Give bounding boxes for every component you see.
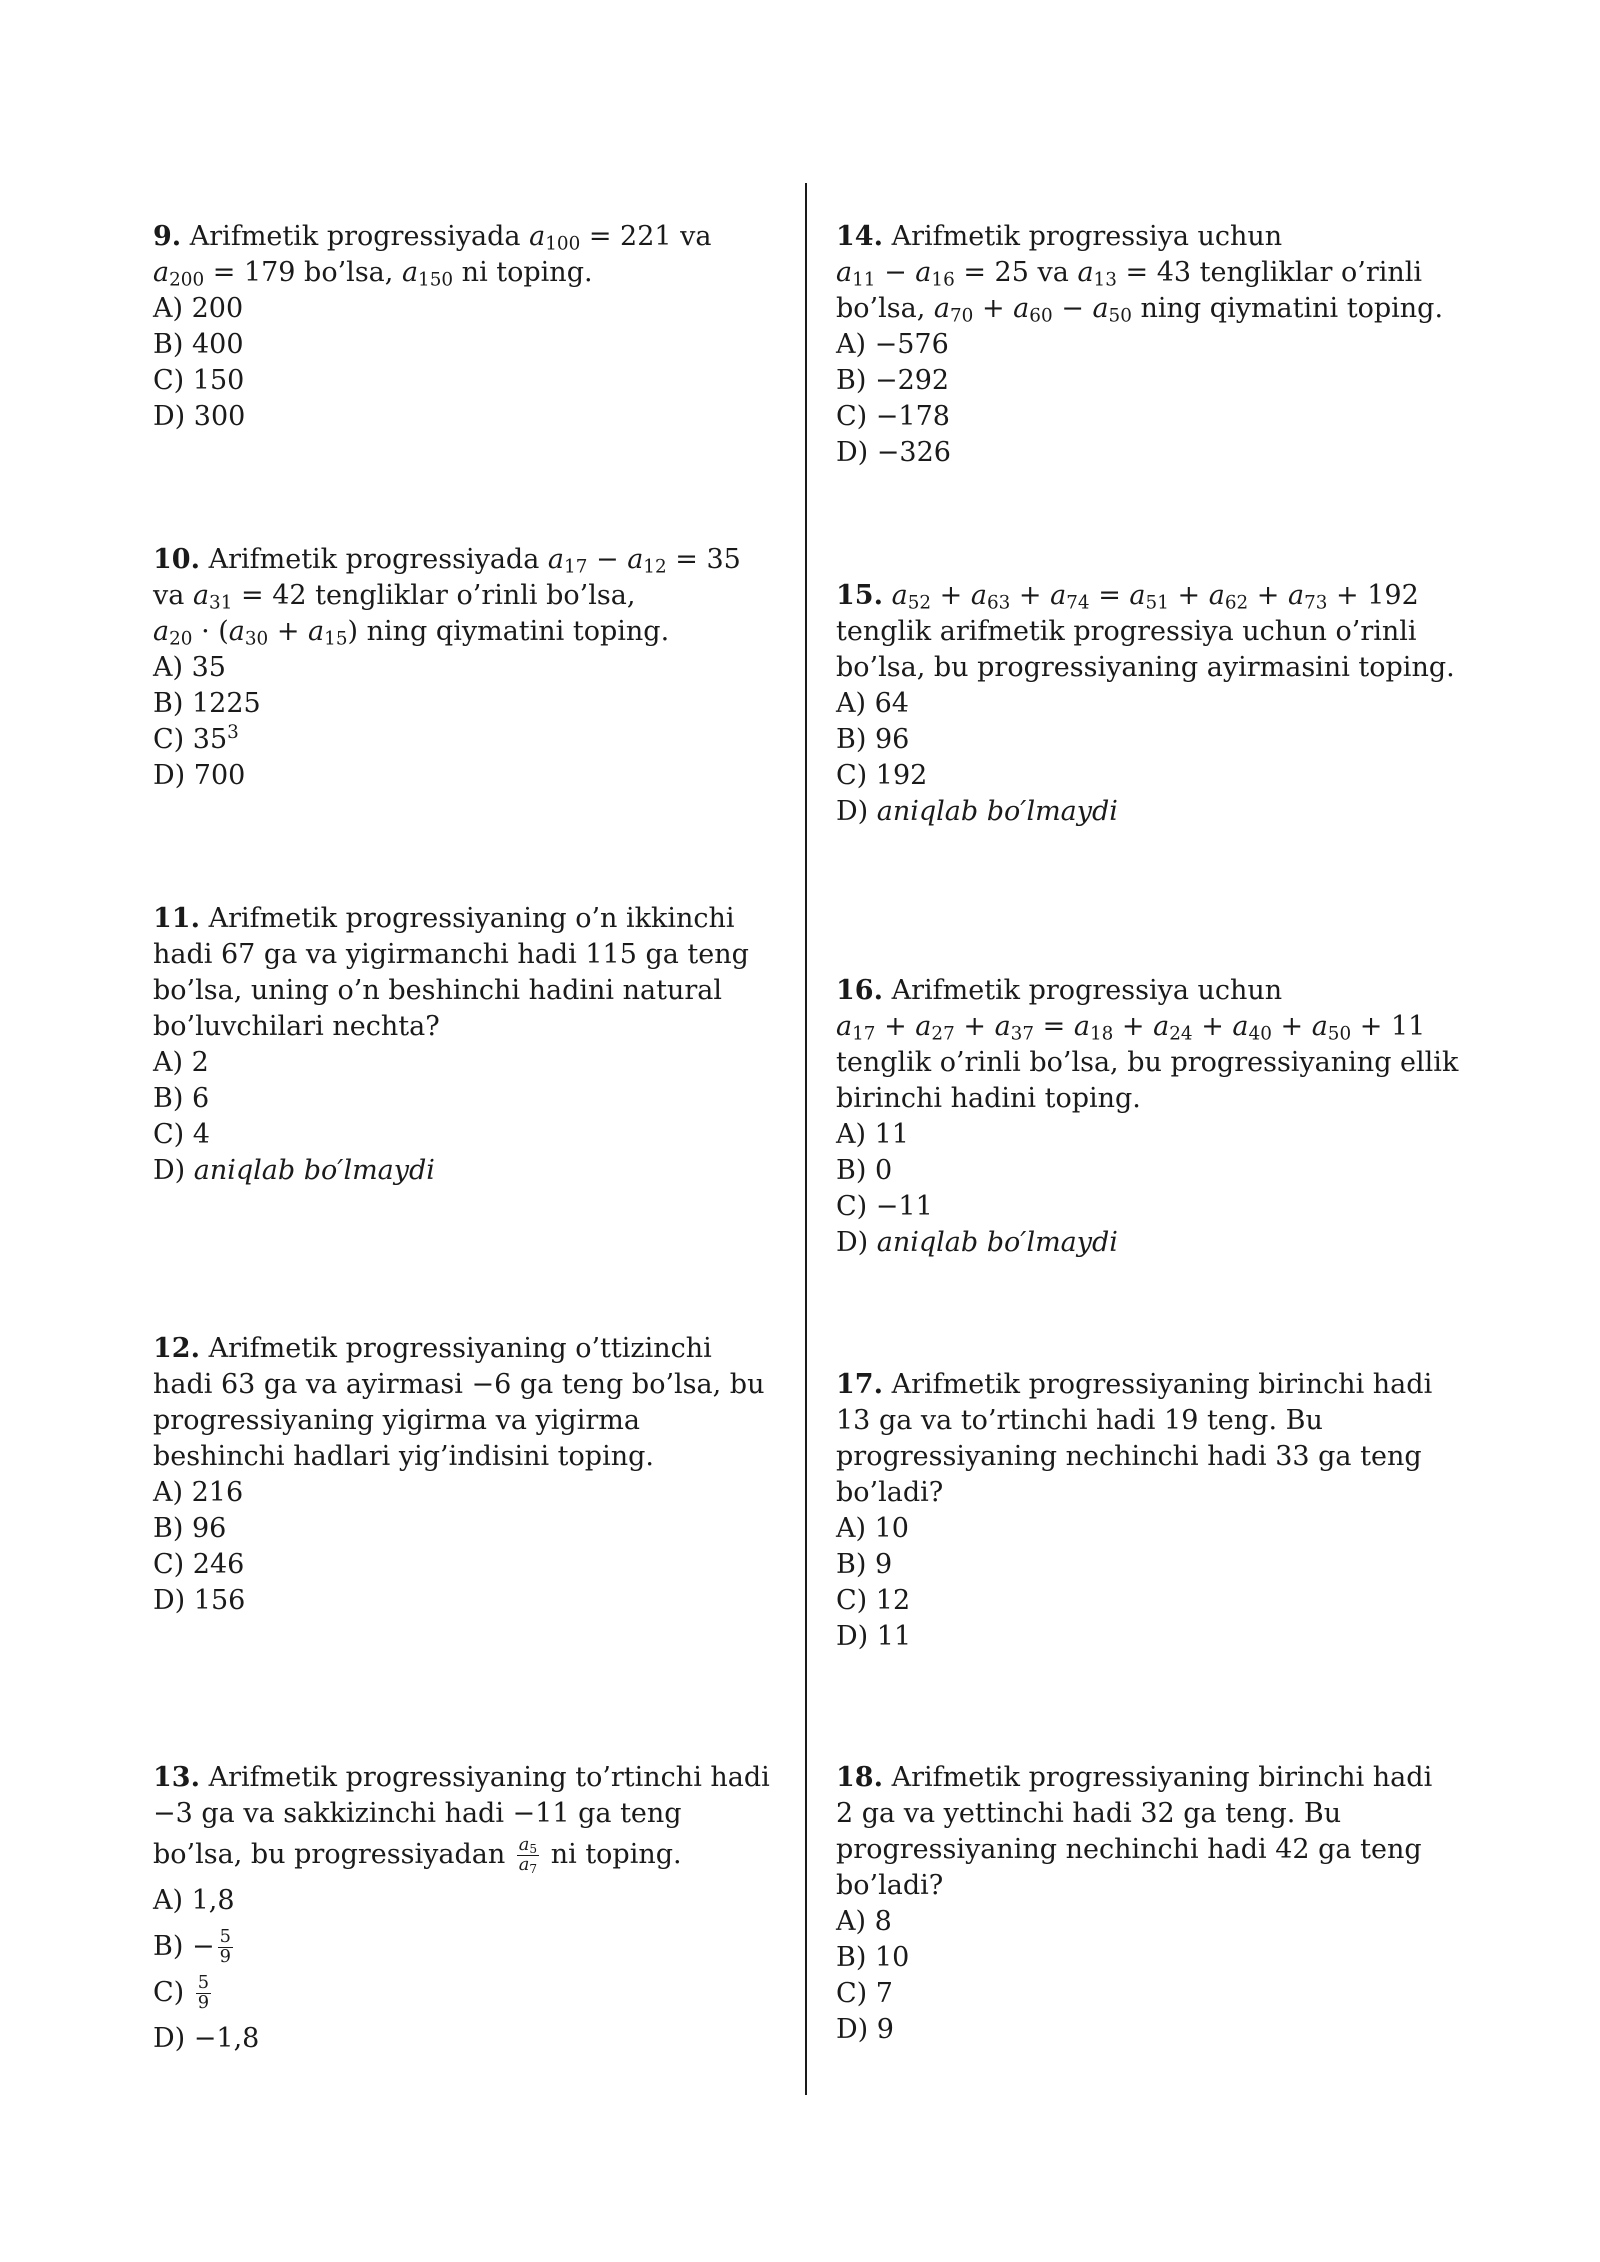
- option-c[interactable]: [153, 1970, 773, 2016]
- math-subscript: 150: [418, 269, 454, 291]
- column-divider: [805, 183, 807, 2095]
- math-subscript: 17: [564, 556, 588, 578]
- math-var: a: [1073, 1011, 1090, 1042]
- math-op: +: [931, 580, 971, 611]
- problem-15-line-1: [836, 578, 1481, 614]
- math-subscript: 18: [1089, 1023, 1114, 1045]
- problem-13-line-2: −3 ga va sakkizinchi hadi −11 ga teng: [153, 1798, 682, 1829]
- option-d[interactable]: [153, 1153, 773, 1189]
- math-op: +: [875, 1011, 916, 1042]
- math-var: a: [1311, 1011, 1328, 1042]
- problem-number: 16.: [836, 975, 883, 1006]
- math-var: a: [1129, 580, 1146, 611]
- math-op: +: [1113, 1011, 1154, 1042]
- option-c[interactable]: C) 150: [153, 365, 245, 396]
- problem-text: · (: [192, 616, 229, 647]
- problem-number: 15.: [836, 580, 883, 611]
- problem-9-line-1: [153, 219, 773, 255]
- math-subscript: 73: [1304, 592, 1328, 614]
- option-b[interactable]: B) 9: [836, 1549, 893, 1580]
- math-var: a: [153, 616, 170, 647]
- math-var: a: [1208, 580, 1225, 611]
- problem-17-line-3: progressiyaning nechinchi hadi 33 ga teng: [836, 1441, 1422, 1472]
- problem-18-line-3: progressiyaning nechinchi hadi 42 ga teng: [836, 1834, 1422, 1865]
- math-subscript: 27: [931, 1023, 955, 1045]
- option-b[interactable]: B) 96: [153, 1513, 227, 1544]
- problem-text: −: [875, 257, 916, 288]
- option-d[interactable]: D) 156: [153, 1585, 246, 1616]
- math-subscript: 52: [907, 592, 932, 614]
- problem-text: ni toping.: [542, 1839, 682, 1870]
- problem-number: 17.: [836, 1369, 883, 1400]
- option-b[interactable]: B) 1225: [153, 688, 261, 719]
- fraction: [196, 1974, 211, 2012]
- option-b[interactable]: B) 0: [836, 1155, 893, 1186]
- problem-16: [836, 973, 1481, 1261]
- math-var: a: [891, 580, 908, 611]
- problem-text: = 25 va: [954, 257, 1078, 288]
- math-var: a: [547, 544, 565, 575]
- math-op: + 11: [1351, 1011, 1426, 1042]
- option-text: aniqlab bo′lmaydi: [876, 1227, 1118, 1258]
- fraction-numerator: 5: [197, 1972, 210, 1994]
- problem-12-line-2: hadi 63 ga va ayirmasi −6 ga teng bo’lsa, bu: [153, 1369, 765, 1400]
- option-d[interactable]: D) −1,8: [153, 2023, 260, 2054]
- math-var: a: [401, 257, 419, 288]
- math-var: a: [529, 221, 546, 252]
- math-op: +: [1271, 1011, 1312, 1042]
- option-text: aniqlab bo′lmaydi: [193, 1155, 435, 1186]
- math-var: a: [836, 257, 853, 288]
- math-subscript: 37: [1010, 1023, 1035, 1045]
- option-text: aniqlab bo′lmaydi: [876, 796, 1118, 827]
- problem-12-line-1: [153, 1331, 773, 1367]
- math-subscript: 100: [545, 233, 581, 255]
- problem-11: [153, 901, 773, 1189]
- problem-number: 13.: [153, 1762, 200, 1793]
- option-a[interactable]: A) 8: [836, 1906, 892, 1937]
- problem-text: Arifmetik progressiyaning birinchi hadi: [891, 1762, 1433, 1793]
- fraction-denominator: 9: [219, 1946, 231, 1967]
- option-c[interactable]: C) −178: [836, 401, 950, 432]
- math-var: a: [308, 616, 325, 647]
- problem-11-line-3: bo’lsa, uning o’n beshinchi hadini natural: [153, 975, 722, 1006]
- math-var: a: [1077, 257, 1094, 288]
- math-exponent: 3: [227, 721, 239, 743]
- option-a[interactable]: A) 10: [836, 1513, 909, 1544]
- problem-text: Arifmetik progressiya uchun: [891, 975, 1283, 1006]
- problem-12: [153, 1331, 773, 1619]
- option-c[interactable]: C) 12: [836, 1585, 911, 1616]
- option-letter: D): [153, 1155, 194, 1186]
- fraction-a5-over-a7: [517, 1834, 539, 1877]
- math-var: a: [994, 1011, 1011, 1042]
- math-var: a: [1153, 1011, 1170, 1042]
- math-var: a: [933, 293, 950, 324]
- math-subscript: 15: [324, 628, 348, 650]
- option-a[interactable]: A) 2: [153, 1047, 209, 1078]
- math-var: a: [518, 1854, 530, 1875]
- problem-14-line-2: [836, 255, 1481, 291]
- math-var: a: [836, 1011, 853, 1042]
- problem-11-line-2: hadi 67 ga va yigirmanchi hadi 115 ga teng: [153, 939, 749, 970]
- problem-18-line-4: bo’ladi?: [836, 1870, 944, 1901]
- problem-text: +: [268, 616, 309, 647]
- option-d[interactable]: D) 9: [836, 2014, 894, 2045]
- problem-16-line-3: tenglik o’rinli bo’lsa, bu progressiyaning ellik: [836, 1047, 1459, 1078]
- option-d[interactable]: D) 11: [836, 1621, 912, 1652]
- problem-13-line-1: [153, 1760, 773, 1796]
- math-var: a: [1092, 293, 1109, 324]
- problem-15-line-3: bo’lsa, bu progressiyaning ayirmasini toping.: [836, 652, 1455, 683]
- option-letter: B) −: [153, 1931, 215, 1962]
- problem-13: [153, 1760, 773, 2062]
- option-b[interactable]: B) 96: [836, 724, 910, 755]
- math-subscript: 40: [1248, 1023, 1272, 1045]
- problem-text: Arifmetik progressiyaning birinchi hadi: [891, 1369, 1433, 1400]
- problem-text: va: [153, 580, 193, 611]
- math-subscript: 50: [1327, 1023, 1352, 1045]
- problem-text: Arifmetik progressiyaning o’n ikkinchi: [208, 903, 735, 934]
- fraction-numerator: 5: [219, 1926, 231, 1948]
- math-subscript: 17: [852, 1023, 876, 1045]
- math-op: +: [1248, 580, 1288, 611]
- math-op: +: [954, 1011, 995, 1042]
- problem-number: 9.: [153, 221, 182, 252]
- option-b[interactable]: [153, 1924, 773, 1970]
- option-c[interactable]: C) 192: [836, 760, 928, 791]
- problem-16-line-1: [836, 973, 1481, 1009]
- math-op: =: [1034, 1011, 1074, 1042]
- problem-text: = 179 bo’lsa,: [204, 257, 402, 288]
- problem-text: Arifmetik progressiyada: [208, 544, 548, 575]
- math-subscript: 7: [529, 1862, 538, 1877]
- option-a[interactable]: A) 1,8: [153, 1885, 235, 1916]
- math-subscript: 31: [209, 592, 233, 614]
- option-a[interactable]: A) 216: [153, 1477, 244, 1508]
- option-d[interactable]: [836, 794, 1481, 830]
- math-subscript: 5: [529, 1842, 538, 1857]
- math-subscript: 62: [1224, 592, 1249, 614]
- problem-10-line-2: [153, 578, 773, 614]
- math-var: a: [915, 257, 932, 288]
- problem-18-line-1: [836, 1760, 1481, 1796]
- option-d[interactable]: [836, 1225, 1481, 1261]
- problem-text: = 43 tengliklar o’rinli: [1116, 257, 1423, 288]
- option-c[interactable]: [153, 722, 773, 758]
- math-var: a: [627, 544, 644, 575]
- problem-11-line-1: [153, 901, 773, 937]
- problem-text: Arifmetik progressiyada: [189, 221, 530, 252]
- math-var: a: [1013, 293, 1030, 324]
- problem-12-line-3: progressiyaning yigirma va yigirma: [153, 1405, 640, 1436]
- problem-16-line-2: [836, 1009, 1481, 1045]
- problem-text: Arifmetik progressiyaning to’rtinchi hadi: [208, 1762, 770, 1793]
- math-op: +: [1192, 1011, 1233, 1042]
- math-var: a: [1232, 1011, 1249, 1042]
- problem-13-line-3: [153, 1832, 773, 1878]
- math-subscript: 30: [244, 628, 269, 650]
- problem-text: ning qiymatini toping.: [1131, 293, 1444, 324]
- math-var: a: [192, 580, 210, 611]
- math-subscript: 24: [1169, 1023, 1193, 1045]
- problem-17-line-4: bo’ladi?: [836, 1477, 944, 1508]
- option-b[interactable]: B) 400: [153, 329, 244, 360]
- option-letter: D): [836, 796, 877, 827]
- math-op: +: [1168, 580, 1209, 611]
- math-subscript: 60: [1029, 305, 1053, 327]
- math-var: a: [1050, 580, 1067, 611]
- problem-10-line-1: [153, 542, 773, 578]
- math-subscript: 12: [643, 556, 667, 578]
- problem-10: [153, 542, 773, 794]
- math-subscript: 63: [986, 592, 1011, 614]
- math-subscript: 50: [1108, 305, 1132, 327]
- math-var: a: [228, 616, 245, 647]
- math-subscript: 51: [1145, 592, 1169, 614]
- option-b[interactable]: B) −292: [836, 365, 950, 396]
- problem-text: ni toping.: [453, 257, 593, 288]
- problem-text: bo’lsa,: [836, 293, 934, 324]
- problem-text: = 42 tengliklar o’rinli bo’lsa,: [232, 580, 636, 611]
- problem-text: Arifmetik progressiyaning o’ttizinchi: [208, 1333, 712, 1364]
- option-d[interactable]: D) −326: [836, 437, 951, 468]
- problem-text: = 221 va: [580, 221, 712, 252]
- problem-17: [836, 1367, 1481, 1655]
- option-a[interactable]: A) 200: [153, 293, 244, 324]
- problem-14-line-3: [836, 291, 1481, 327]
- math-op: +: [1010, 580, 1051, 611]
- math-op: + 192: [1327, 580, 1419, 611]
- math-subscript: 200: [169, 269, 205, 291]
- option-d[interactable]: D) 700: [153, 760, 246, 791]
- option-text: C) 35: [153, 724, 228, 755]
- option-a[interactable]: A) 11: [836, 1119, 909, 1150]
- problem-text: −: [1052, 293, 1093, 324]
- option-a[interactable]: A) −576: [836, 329, 949, 360]
- problem-14-line-1: [836, 219, 1481, 255]
- math-subscript: 16: [931, 269, 955, 291]
- problem-12-line-4: beshinchi hadlari yig’indisini toping.: [153, 1441, 654, 1472]
- fraction-denominator: 9: [197, 1992, 210, 2013]
- math-var: a: [153, 257, 170, 288]
- problem-number: 11.: [153, 903, 200, 934]
- problem-text: ) ning qiymatini toping.: [347, 616, 670, 647]
- problem-text: = 35: [666, 544, 741, 575]
- problem-18: [836, 1760, 1481, 2048]
- math-subscript: 13: [1093, 269, 1117, 291]
- problem-18-line-2: 2 ga va yettinchi hadi 32 ga teng. Bu: [836, 1798, 1342, 1829]
- math-var: a: [915, 1011, 932, 1042]
- problem-text: bo’lsa, bu progressiyadan: [153, 1839, 514, 1870]
- option-d[interactable]: D) 300: [153, 401, 246, 432]
- math-var: a: [518, 1834, 530, 1856]
- problem-number: 14.: [836, 221, 883, 252]
- problem-14: [836, 219, 1481, 471]
- math-subscript: 74: [1066, 592, 1090, 614]
- problem-number: 12.: [153, 1333, 200, 1364]
- math-var: a: [1287, 580, 1305, 611]
- option-a[interactable]: A) 64: [836, 688, 909, 719]
- problem-text: +: [973, 293, 1014, 324]
- problem-17-line-2: 13 ga va to’rtinchi hadi 19 teng. Bu: [836, 1405, 1323, 1436]
- math-subscript: 20: [169, 628, 193, 650]
- problem-9-line-2: [153, 255, 773, 291]
- problem-9: [153, 219, 773, 435]
- option-c[interactable]: C) 4: [153, 1119, 210, 1150]
- problem-number: 10.: [153, 544, 200, 575]
- problem-15: [836, 578, 1481, 830]
- option-c[interactable]: C) 7: [836, 1978, 893, 2009]
- option-letter: C): [153, 1977, 193, 2008]
- problem-text: Arifmetik progressiya uchun: [891, 221, 1283, 252]
- problem-15-line-2: tenglik arifmetik progressiya uchun o’rinli: [836, 616, 1417, 647]
- math-subscript: 11: [852, 269, 876, 291]
- option-c[interactable]: C) 246: [153, 1549, 245, 1580]
- option-b[interactable]: B) 10: [836, 1942, 910, 1973]
- problem-11-line-4: bo’luvchilari nechta?: [153, 1011, 440, 1042]
- option-a[interactable]: A) 35: [153, 652, 226, 683]
- math-subscript: 70: [949, 305, 974, 327]
- problem-text: −: [587, 544, 628, 575]
- fraction: [218, 1928, 233, 1966]
- problem-16-line-4: birinchi hadini toping.: [836, 1083, 1141, 1114]
- problem-17-line-1: [836, 1367, 1481, 1403]
- option-c[interactable]: C) −11: [836, 1191, 933, 1222]
- problem-10-line-3: [153, 614, 773, 650]
- math-op: =: [1089, 580, 1130, 611]
- math-var: a: [970, 580, 987, 611]
- option-letter: D): [836, 1227, 877, 1258]
- option-b[interactable]: B) 6: [153, 1083, 210, 1114]
- problem-number: 18.: [836, 1762, 883, 1793]
